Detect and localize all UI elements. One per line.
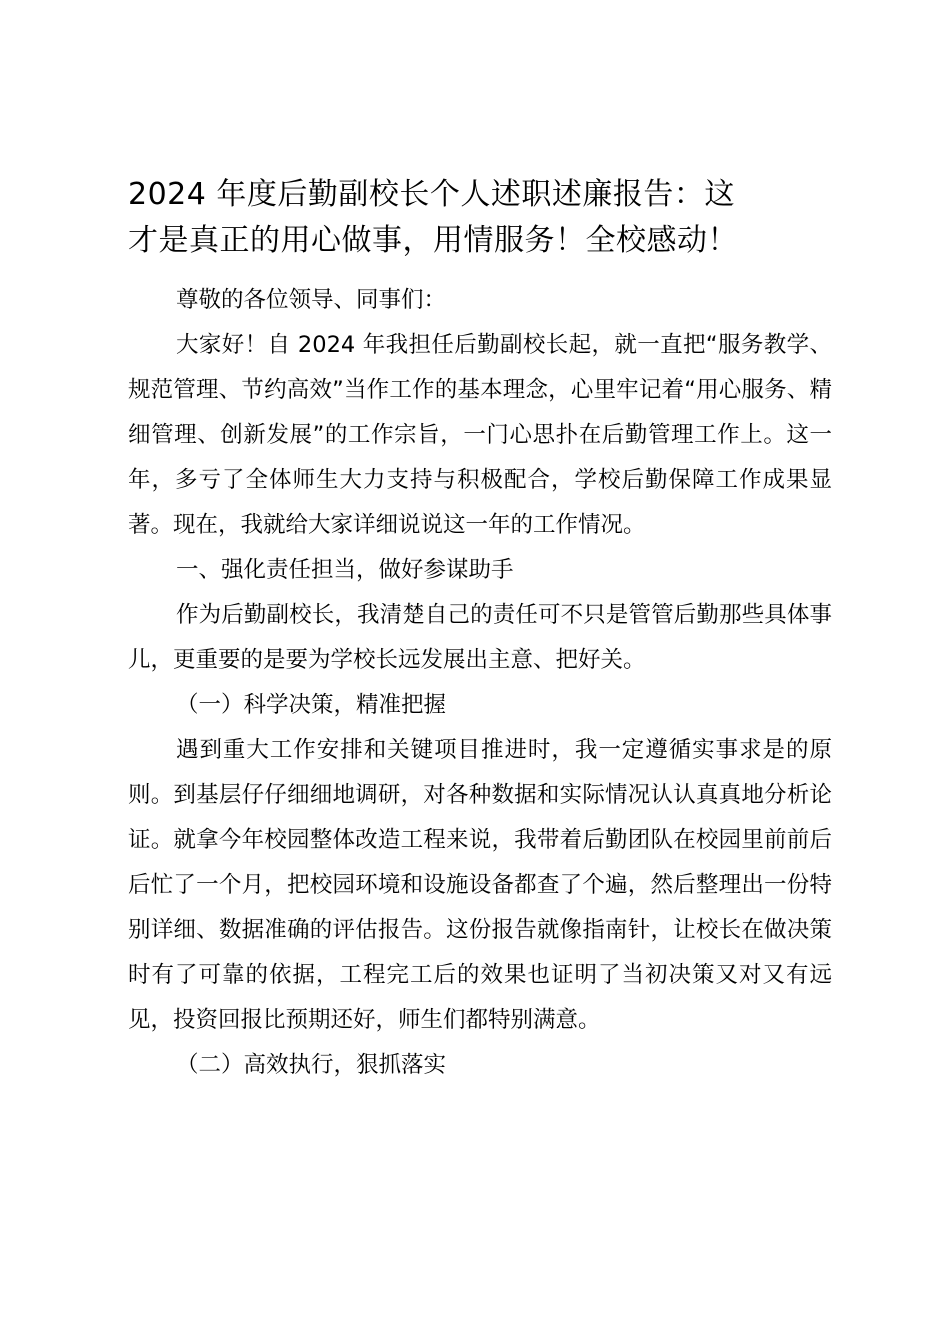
subsection-1-heading: （一）科学决策，精准把握 [176,692,447,718]
document-title [128,172,832,264]
section-1-paragraph: 作为后勤副校长，我清楚自己的责任可不只是管管后勤那些具体事儿，更重要的是要为学校长远发展出主意、把好关。 [128,602,832,673]
salutation: 尊敬的各位领导、同事们： [176,287,447,313]
title-line-1: 2024 年度后勤副校长个人述职述廉报告：这 [128,177,735,212]
intro-paragraph: 大家好！自 2024 年我担任后勤副校长起，就一直把“服务教学、规范管理、节约高效”当作工作的基本理念，心里牢记着“用心服务、精细管理、创新发展”的工作宗旨，一门心思扑在后勤管理工作上。这一年，多亏了全体师生大力支持与积极配合，学校后勤保障工作成果显著。现在，我就给大家详细说说这一年的工作情况。 [128,332,832,538]
title-line-2: 才是真正的用心做事，用情服务！全校感动！ [128,223,738,258]
subsection-2-heading: （二）高效执行，狠抓落实 [176,1052,447,1078]
subsection-1-paragraph: 遇到重大工作安排和关键项目推进时，我一定遵循实事求是的原则。到基层仔仔细细地调研，对各种数据和实际情况认认真真地分析论证。就拿今年校园整体改造工程来说，我带着后勤团队在校园里前前后后忙了一个月，把校园环境和设施设备都查了个遍，然后整理出一份特别详细、数据准确的评估报告。这份报告就像指南针，让校长在做决策时有了可靠的依据，工程完工后的效果也证明了当初决策又对又有远见，投资回报比预期还好，师生们都特别满意。 [128,737,832,1033]
document-body [128,278,832,1088]
section-1-heading: 一、强化责任担当，做好参谋助手 [176,557,514,583]
